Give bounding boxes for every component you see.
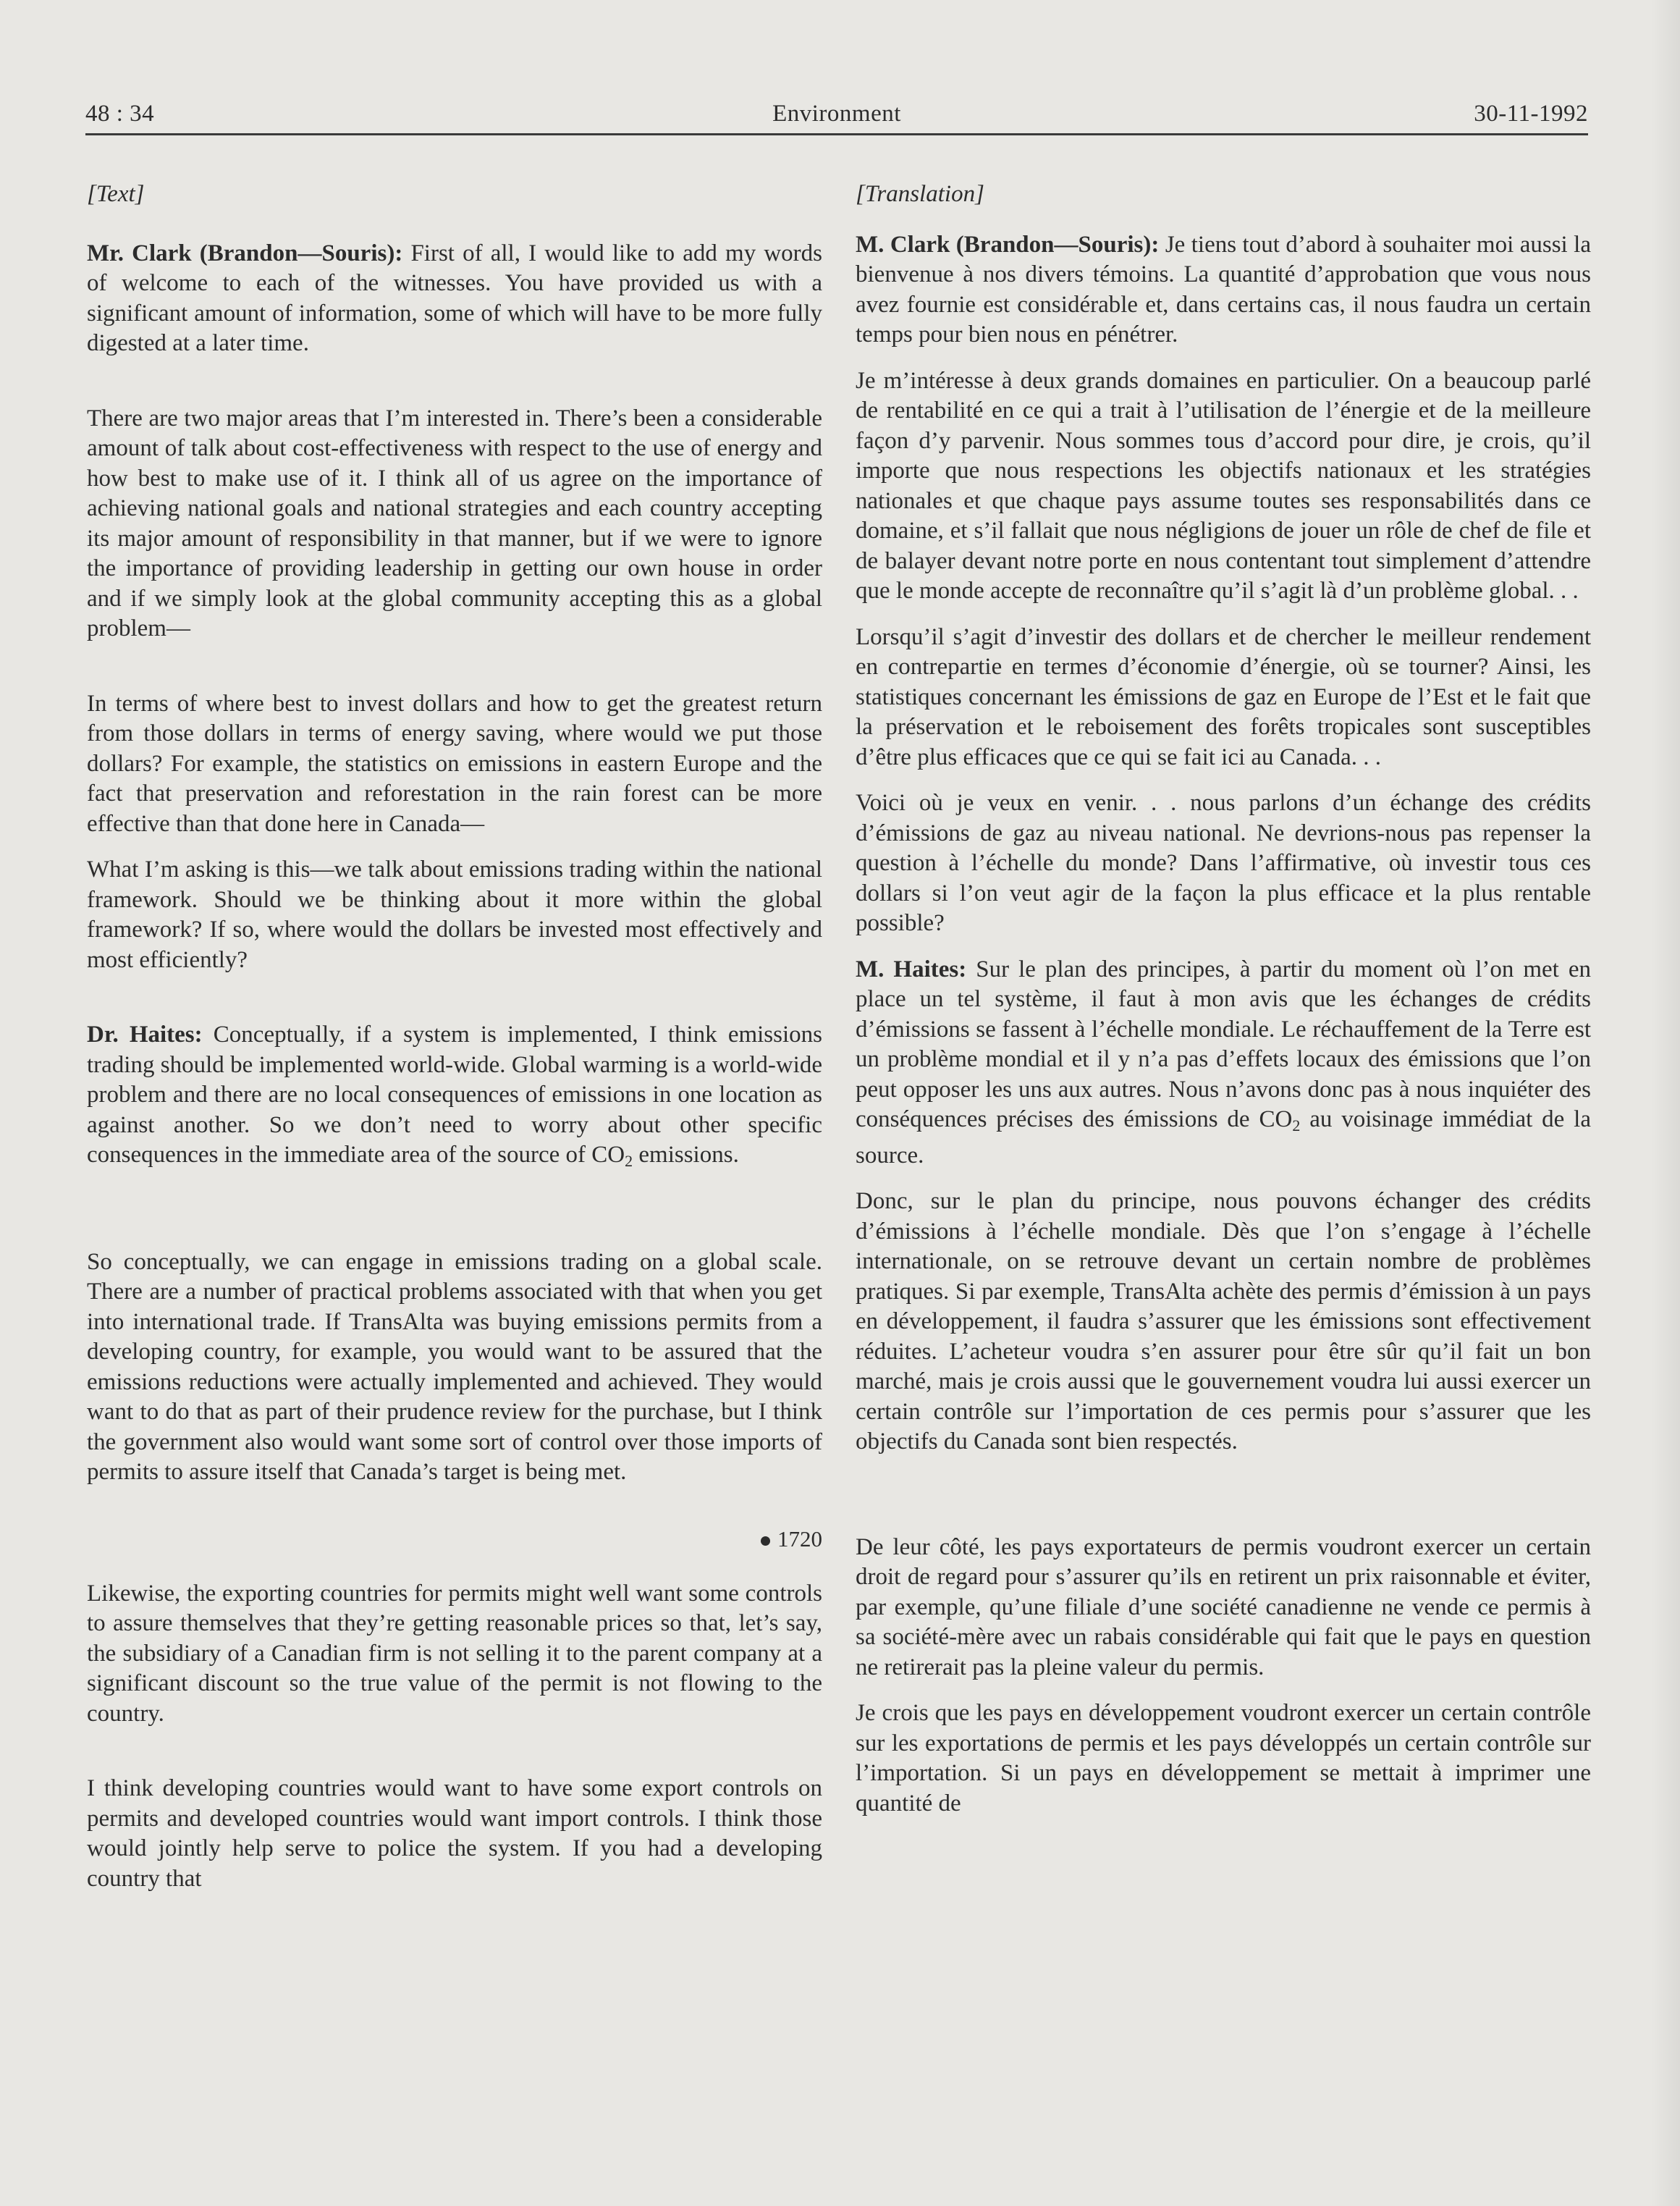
- paragraph-text: So conceptually, we can engage in emissions trading on a global scale. There are a number of practical problems associated with that when you get into international trade. If TransAlta was buying emissions permits from a developing country, for example, you would want to be assured that the emissions reductions were actually implemented and achieved. They would want to do that as part of their prudence review for the purchase, but I think the government also would want some sort of control over those imports of permits to assure itself that Canada’s target is being met.: [87, 1248, 822, 1485]
- paragraph-text: In terms of where best to invest dollars and how to get the greatest return from those dollars in terms of energy saving, where would we put those dollars? For example, the statistics on emissions in eastern Europe and the fact that preservation and reforestation in the rain forest can be more effective than that done here in Canada—: [87, 690, 822, 837]
- speaker-name: M. Clark (Brandon—Souris):: [856, 231, 1160, 258]
- paragraph-text: Likewise, the exporting countries for permits might well want some controls to assure themselves that they’re getting reasonable prices so that, let’s say, the subsidiary of a Canadian firm is not selling it to the parent company at a significant discount so the true value of the permit is not flowing to the country.: [87, 1580, 822, 1727]
- paragraph-text: I think developing countries would want to have some export controls on permits and developed countries would want import controls. I think those would jointly help serve to police the system. If you had a developing country that: [87, 1775, 822, 1892]
- paragraph-text: First of all, I would like to add my words of welcome to each of the witnesses. You have provided us with a significant amount of information, some of which will have to be more fully digested at a later time.: [87, 240, 822, 356]
- page-header: [85, 96, 1588, 135]
- paragraph-text: Je crois que les pays en développement voudront exercer un certain contrôle sur les exportations de permis et les pays développés un certain contrôle sur l’importation. Si un pays en développement se mettait à imprimer une quantité de: [856, 1700, 1591, 1816]
- paragraph: [856, 1698, 1591, 1819]
- formula-subscript: 2: [1292, 1116, 1301, 1134]
- chemical-formula: CO: [1259, 1106, 1293, 1132]
- french-column: [856, 180, 1591, 1819]
- chemical-formula: CO: [591, 1142, 625, 1168]
- paragraph: [87, 855, 822, 975]
- paragraph: [87, 1774, 822, 1894]
- paragraph: [856, 1533, 1591, 1683]
- paragraph-text: emissions.: [633, 1142, 739, 1168]
- paragraph: [856, 788, 1591, 939]
- paragraph: [87, 1247, 822, 1488]
- paragraph: [87, 404, 822, 644]
- paragraph: [856, 230, 1591, 350]
- paragraph: [856, 623, 1591, 773]
- paragraph: [87, 1579, 822, 1730]
- english-column: [87, 180, 822, 1894]
- speaker-name: Mr. Clark (Brandon—Souris):: [87, 240, 403, 266]
- page-title: Environment: [772, 101, 901, 127]
- paragraph-text: Sur le plan des principes, à partir du moment où l’on met en place un tel système, il faut à mon avis que les échanges de crédits d’émissions se fassent à l’échelle mondiale. Le réchauffement de la Terre est un problème mondial et il y n’a pas d’effets locaux des émissions que l’on peut opposer les uns aux autres. Nous n’avons donc pas à nous inquiéter des conséquences précises des émissions de: [856, 956, 1592, 1132]
- formula-subscript: 2: [625, 1152, 633, 1170]
- paragraph-text: au voisinage immédiat de la source.: [856, 1106, 1591, 1169]
- paragraph-text: Je m’intéresse à deux grands domaines en particulier. On a beaucoup parlé de rentabilité en ce qui a trait à l’utilisation de l’énergie et de la meilleure façon d’y parvenir. Nous sommes tous d’accord pour dire, je crois, qu’il importe que nous respections les objectifs nationaux et les stratégies nationales et que chaque pays assume toutes ses responsabilités dans ce domaine, et s’il fallait que nous négligions de jouer un rôle de chef de file et de balayer devant notre porte en nous contentant tout simplement d’attendre que le monde accepte de reconnaître qu’il s’agit là d’un problème global. . .: [856, 367, 1591, 604]
- paragraph-text: What I’m asking is this—we talk about emissions trading within the national framework. Should we be thinking about it more within the global framework? If so, where would the dollars be invested most effectively and most efficiently?: [87, 856, 822, 973]
- speaker-name: M. Haites:: [856, 956, 967, 982]
- language-label: [Translation]: [856, 181, 984, 207]
- paragraph: [87, 689, 822, 840]
- language-label: [Text]: [87, 181, 145, 207]
- page-number: 48 : 34: [85, 101, 155, 127]
- paragraph-text: Donc, sur le plan du principe, nous pouvons échanger des crédits d’émissions à l’échelle mondiale. Dès que l’on s’engage à l’échelle internationale, on se retrouve devant un certain nombre de problèmes pratiques. Si par exemple, TransAlta achète des permis d’émission à un pays en développement, il faudra s’assurer que les émissions sont effectivement réduites. L’acheteur voudra s’en assurer pour être sûr qu’il fait un bon marché, mais je crois aussi que le gouvernement voudra lui aussi exercer un certain contrôle sur l’importation de ces permis pour s’assurer que les objectifs du Canada sont bien respectés.: [856, 1188, 1591, 1454]
- time-marker-label: 1720: [777, 1525, 822, 1552]
- paragraph-text: Conceptually, if a system is implemented, I think emissions trading should be implemented world-wide. Global warming is a world-wide problem and there are no local consequences of emissions in one location as against another. So we don’t need to worry about other specific consequences in the immediate area of the source of: [87, 1022, 822, 1168]
- paragraph: [856, 1187, 1591, 1457]
- paragraph: [856, 366, 1591, 607]
- bullet-icon: [761, 1536, 770, 1546]
- paragraph-text: Je tiens tout d’abord à souhaiter moi aussi la bienvenue à nos divers témoins. La quantité d’approbation que vous nous avez fournie est considérable et, dans certains cas, il nous faudra un certain temps pour bien nous en pénétrer.: [856, 231, 1591, 348]
- paragraph: [87, 239, 822, 359]
- page-edge-shadow: [1651, 0, 1680, 2206]
- paragraph: [87, 1020, 822, 1176]
- paragraph-text: Voici où je veux en venir. . . nous parlons d’un échange des crédits d’émissions de gaz au niveau national. Ne devrions-nous pas repenser la question à l’échelle du monde? Dans l’affirmative, où investir tous ces dollars si l’on veut agir de la façon la plus efficace et la plus rentable possible?: [856, 790, 1591, 936]
- paragraph-text: Lorsqu’il s’agit d’investir des dollars et de chercher le meilleur rendement en contrepartie en termes d’économie d’énergie, où se tourner? Ainsi, les statistiques concernant les émissions de gaz en Europe de l’Est et le fait que la préservation et le reboisement des forêts tropicales sont susceptibles d’être plus efficaces que ce qui se fait ici au Canada. . .: [856, 623, 1591, 770]
- paragraph: [856, 955, 1591, 1171]
- paragraph-text: There are two major areas that I’m interested in. There’s been a considerable amount of talk about cost-effectiveness with respect to the use of energy and how best to make use of it. I think all of us agree on the importance of achieving national goals and national strategies and each country accepting its major amount of responsibility in that manner, but if we were to ignore the importance of providing leadership in getting our own house in order and if we simply look at the global community accepting this as a global problem—: [87, 405, 822, 641]
- time-marker: [87, 1524, 822, 1554]
- speaker-name: Dr. Haites:: [87, 1022, 203, 1048]
- paragraph-text: De leur côté, les pays exportateurs de permis voudront exercer un certain droit de regard pour s’assurer qu’ils en retirent un prix raisonnable et éviter, par exemple, qu’une filiale d’une société canadienne ne vende ce permis à sa société-mère avec un rabais considérable qui fait que le pays en question ne retirerait pas la pleine valeur du permis.: [856, 1533, 1591, 1680]
- page-date: 30-11-1992: [1474, 101, 1588, 127]
